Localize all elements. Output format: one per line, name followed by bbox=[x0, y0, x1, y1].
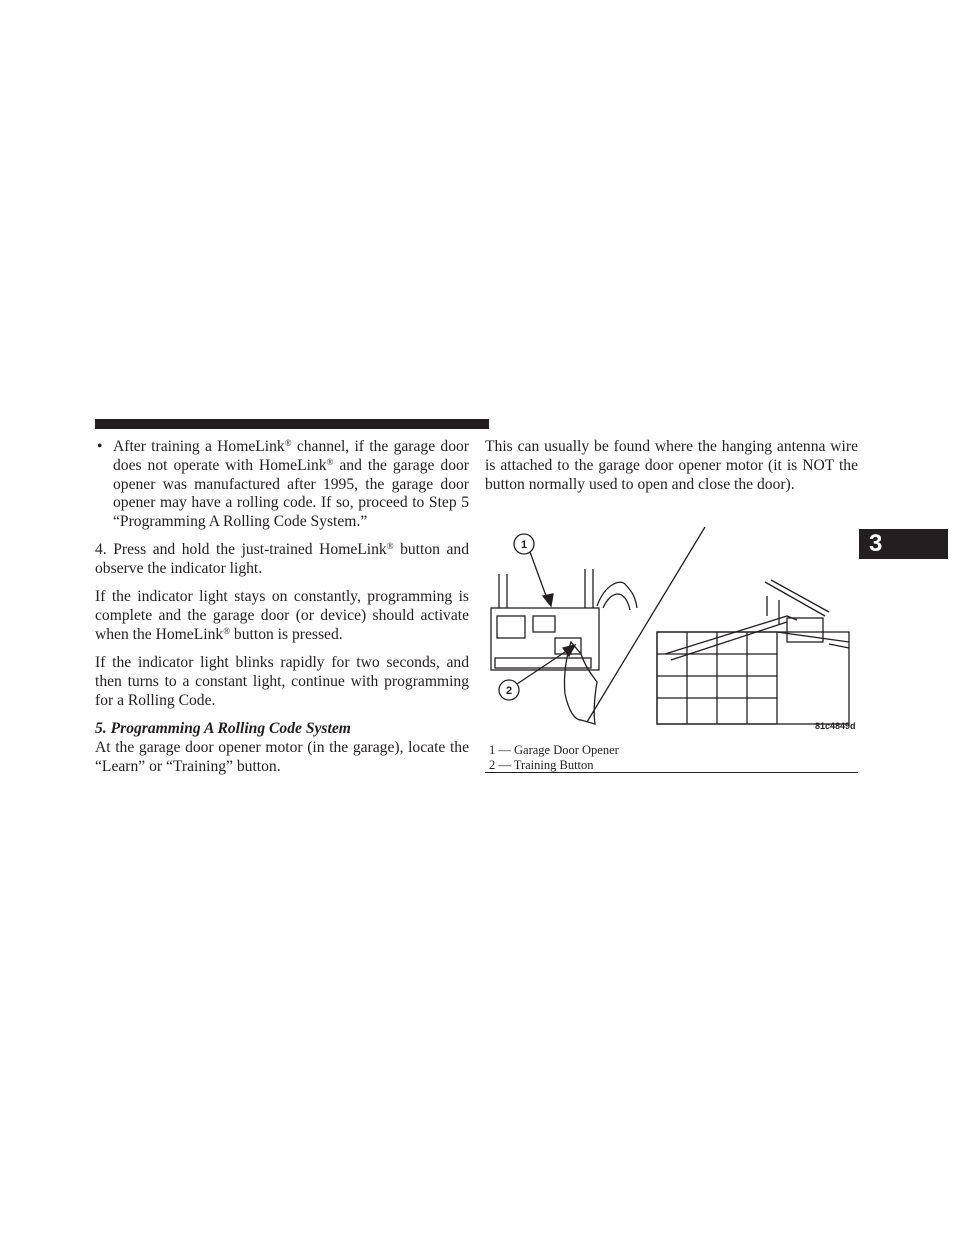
motor-paragraph: At the garage door opener motor (in the garage), locate the “Learn” or “Training” button. bbox=[95, 738, 469, 775]
caption-1: 1 — Garage Door Opener bbox=[489, 743, 619, 757]
constant-text-1: If the indicator light stays on constantly, programming is complete and the garage door (or device) should activate when the HomeLink bbox=[95, 588, 469, 643]
constant-text-2: button is pressed. bbox=[230, 625, 343, 643]
figure-code: 81c4849d bbox=[815, 721, 856, 731]
blink-paragraph: If the indicator light blinks rapidly for two seconds, and then turns to a constant light, continue with programming for a Rolling Code. bbox=[95, 654, 469, 709]
registered-mark: ® bbox=[326, 456, 334, 467]
figure-captions bbox=[489, 743, 619, 772]
antenna-paragraph: This can usually be found where the hanging antenna wire is attached to the garage door opener motor (it is NOT the button normally used to open and close the door). bbox=[485, 438, 858, 493]
callout-1-label: 1 bbox=[520, 539, 528, 551]
left-column bbox=[95, 438, 469, 786]
garage-opener-illustration bbox=[485, 524, 858, 734]
bullet-text-1: After training a HomeLink bbox=[113, 438, 285, 455]
constant-light-paragraph bbox=[95, 588, 469, 644]
registered-mark: ® bbox=[284, 438, 292, 448]
step-4-paragraph bbox=[95, 541, 469, 579]
step-4-text-2: button and observe the indicator light. bbox=[95, 541, 469, 578]
registered-mark: ® bbox=[223, 625, 231, 636]
section-heading: 5. Programming A Rolling Code System bbox=[95, 719, 351, 737]
bullet-dot: • bbox=[97, 438, 103, 455]
registered-mark: ® bbox=[386, 541, 394, 552]
caption-2: 2 — Training Button bbox=[489, 757, 594, 772]
chapter-tab: 3 bbox=[859, 529, 948, 559]
right-column bbox=[485, 438, 858, 504]
caption-rule bbox=[485, 772, 858, 773]
bullet-text-2: channel, if the garage door does not operate with HomeLink bbox=[113, 438, 469, 474]
bullet-text-3: and the garage door opener was manufactured after 1995, the garage door opener may have a rolling code. If so, proceed to Step 5 “Programming A Rolling Code System.” bbox=[113, 456, 469, 531]
step-4-text-1: 4. Press and hold the just-trained HomeLink bbox=[95, 541, 387, 559]
callout-2-label: 2 bbox=[505, 685, 513, 697]
section-rule-bar bbox=[95, 419, 489, 429]
line-art bbox=[491, 527, 849, 724]
bullet-item bbox=[95, 438, 469, 532]
